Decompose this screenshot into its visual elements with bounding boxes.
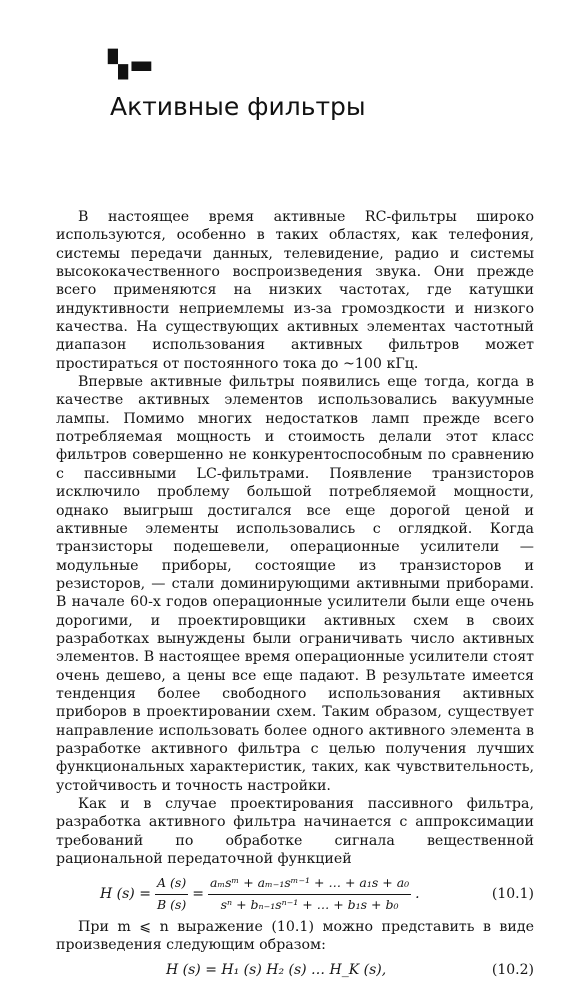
equation-10-1	[56, 874, 534, 914]
chapter-title: Активные фильтры	[110, 92, 366, 121]
fraction-denominator: B (s)	[156, 896, 187, 912]
fraction-denominator: sⁿ + bₙ₋₁sⁿ⁻¹ + … + b₁s + b₀	[220, 896, 399, 912]
fraction-polynomials	[208, 874, 411, 914]
paragraph-intro: В настоящее время активные RC-фильтры широко используются, особенно в таких областях, как телефония, системы передачи данных, телевидение, радио и системы высококачественного воспроизведения звука. Они прежде всего применяются на низких частотах, где катушки индуктивности неприемлемы из-за громоздкости и низкого качества. На существующих активных элементах частотный диапазон использования активных фильтров может простираться от постоянного тока до ~100 кГц.	[56, 209, 534, 372]
transfer-function-formula	[100, 874, 420, 914]
equation-number: (10.2)	[491, 961, 534, 978]
fraction-numerator: aₘsᵐ + aₘ₋₁sᵐ⁻¹ + … + a₁s + a₀	[208, 874, 411, 894]
equation-number: (10.1)	[491, 886, 534, 903]
formula-equals: =	[192, 886, 205, 903]
fraction-a-over-b	[155, 874, 188, 914]
body-text	[56, 208, 534, 983]
chapter-ornament: ▚▬	[108, 50, 155, 80]
equation-10-2	[56, 961, 534, 979]
formula-lhs: H (s) =	[100, 886, 151, 903]
product-formula: H (s) = H₁ (s) H₂ (s) … H_K (s),	[166, 961, 387, 978]
paragraph-approximation: Как и в случае проектирования пассивного фильтра, разработка активного фильтра начинается с аппроксимации требований по обработке сигнала вещественной рациональной передаточной функцией	[56, 796, 534, 868]
paragraph-history: Впервые активные фильтры появились еще тогда, когда в качестве активных элементов использовались вакуумные лампы. Помимо многих недостатков ламп прежде всего потребляемая мощность и стоимость делали этот класс фильтров совершенно не конкурентоспособным по сравнению с пассивными LC-фильтрами. Появление транзисторов исключило проблему большой потребляемой мощности, однако выигрыш достигался все еще дорогой ценой и активные элементы использовались с оглядкой. Когда транзисторы подешевели, операционные усилители — модульные приборы, состоящие из транзисторов и резисторов, — стали доминирующими активными приборами. В начале 60-х годов операционные усилители были еще очень дорогими, и проектировщики активных схем в своих разработках вынуждены были ограничивать число активных элементов. В настоящее время операционные усилители стоят очень дешево, а цены все еще падают. В результате имеется тенденция более свободного использования активных приборов в проектировании схем. Таким образом, существует направление использовать более одного активного элемента в разработке активного фильтра с целью получения лучших функциональных характеристик, таких, как чувствительность, устойчивость и точность настройки.	[56, 374, 534, 794]
formula-end: .	[415, 886, 420, 903]
fraction-numerator: A (s)	[155, 874, 188, 894]
paragraph-product: При m ⩽ n выражение (10.1) можно представить в виде произведения следующим образом:	[56, 919, 534, 954]
